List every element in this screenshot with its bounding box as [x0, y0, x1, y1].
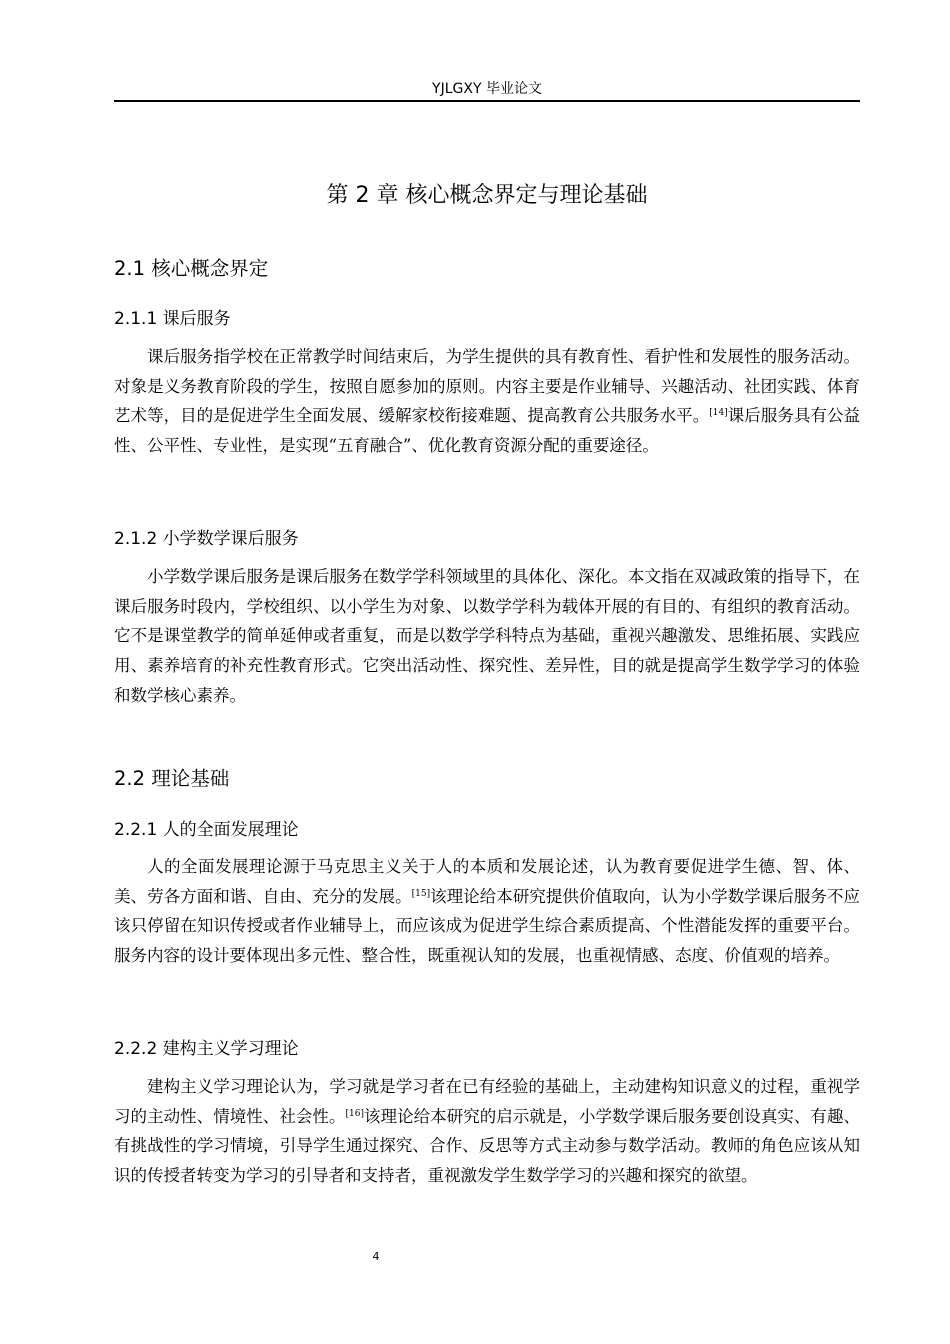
section-2-2-2-paragraph — [114, 1072, 860, 1191]
citation-ref: [16] — [345, 1108, 364, 1119]
header-rule — [114, 100, 860, 102]
section-2-1-title: 2.1 核心概念界定 — [114, 257, 269, 280]
running-header: YJLGXY 毕业论文 — [432, 81, 542, 97]
paragraph-text: 建构主义学习理论认为，学习就是学习者在已有经验的基础上，主动建构知识意义的过程，重视学习的主动性、情境性、社会性。 — [114, 1077, 860, 1126]
page-number: 4 — [372, 1250, 380, 1263]
section-2-2-2-title: 2.2.2 建构主义学习理论 — [114, 1039, 299, 1059]
section-2-2-1-title: 2.2.1 人的全面发展理论 — [114, 820, 299, 840]
paragraph-text: 课后服务具有公益性、公平性、专业性，是实现“五育融合”、优化教育资源分配的重要途径。 — [114, 406, 861, 456]
paragraph-text: 课后服务指学校在正常教学时间结束后，为学生提供的具有教育性、看护性和发展性的服务活动。对象是义务教育阶段的学生，按照自愿参加的原则。内容主要是作业辅导、兴趣活动、社团实践、体育艺术等，目的是促进学生全面发展、缓解家校衔接难题、提高教育公共服务水平。 — [114, 347, 860, 426]
section-2-2-1-paragraph — [114, 852, 860, 971]
citation-ref: [15] — [411, 888, 431, 899]
section-2-1-2-paragraph: 小学数学课后服务是课后服务在数学学科领域里的具体化、深化。本文指在双减政策的指导下，在课后服务时段内，学校组织、以小学生为对象、以数学学科为载体开展的有目的、有组织的教育活动。它不是课堂教学的简单延伸或者重复，而是以数学学科特点为基础，重视兴趣激发、思维拓展、实践应用、素养培育的补充性教育形式。它突出活动性、探究性、差异性，目的就是提高学生数学学习的体验和数学核心素养。 — [114, 567, 860, 705]
paragraph-text: 该理论给本研究的启示就是，小学数学课后服务要创设真实、有趣、有挑战性的学习情境，引导学生通过探究、合作、反思等方式主动参与数学活动。教师的角色应该从知识的传授者转变为学习的引导者和支持者，重视激发学生数学学习的兴趣和探究的欲望。 — [114, 1106, 861, 1186]
section-2-2-title: 2.2 理论基础 — [114, 767, 230, 790]
paragraph-text: 该理论给本研究提供价值取向，认为小学数学课后服务不应该只停留在知识传授或者作业辅导上，而应该成为促进学生综合素质提高、个性潜能发挥的重要平台。服务内容的设计要体现出多元性、整合性，既重视认知的发展，也重视情感、态度、价值观的培养。 — [114, 886, 861, 966]
citation-ref: [14] — [709, 408, 728, 419]
chapter-title: 第 2 章 核心概念界定与理论基础 — [326, 183, 648, 208]
section-2-1-1-title: 2.1.1 课后服务 — [114, 309, 231, 329]
section-2-1-2-title: 2.1.2 小学数学课后服务 — [114, 529, 299, 549]
section-2-1-1-paragraph — [114, 342, 860, 461]
paragraph-text: 人的全面发展理论源于马克思主义关于人的本质和发展论述，认为教育要促进学生德、智、体、美、劳各方面和谐、自由、充分的发展。 — [114, 857, 860, 906]
